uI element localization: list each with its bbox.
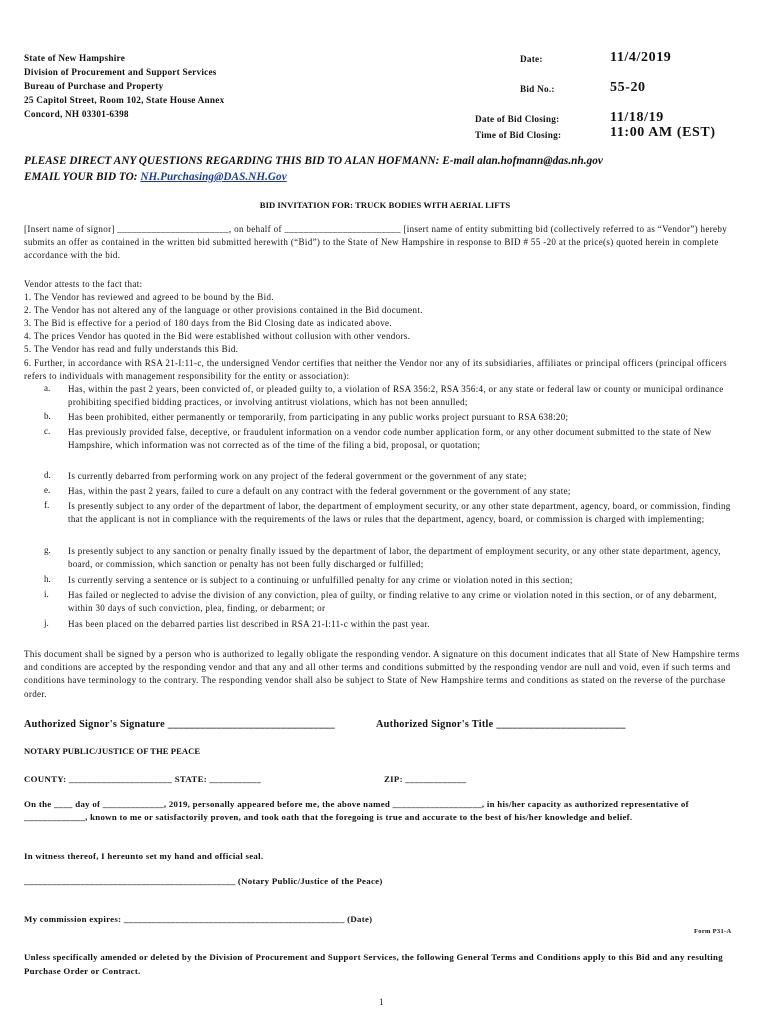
form-number: Form P31-A [694, 928, 732, 935]
list-item-text: Is presently subject to any order of the department of labor, the department of employment security, or any other state department, agency, board, or commission, finding that the applicant is not in compliance with the requirements of the laws or rules that the department, agency, board, or commission is charged with implementing; [68, 501, 731, 525]
questions-contact-line: PLEASE DIRECT ANY QUESTIONS REGARDING THIS BID TO ALAN HOFMANN: E-mail alan.hofmann@das.nh.gov [24, 155, 603, 167]
signing-paragraph: This document shall be signed by a person who is authorized to legally obligate the responding vendor. A signature on this document indicates that all State of New Hampshire terms and conditions are accepted by the responding vendor and that any and all other terms and conditions submitted by the responding vendor are null and void, even if such terms and conditions have terminology to the contrary. The responding vendor shall also be subject to State of New Hampshire terms and conditions as stated on the reverse of the purchase order. [24, 649, 740, 699]
list-item-letter: f. [44, 500, 50, 510]
attest-item: 2. The Vendor has not altered any of the language or other provisions contained in the Bid document. [24, 305, 423, 315]
list-item-text: Has been prohibited, either permanently or temporarily, from participating in any public works project pursuant to RSA 638:20; [68, 412, 569, 422]
county-state-field[interactable]: COUNTY: ______________________ STATE: ___________ [24, 774, 262, 784]
witness-statement: In witness thereof, I hereunto set my hand and official seal. [24, 851, 264, 861]
date-label: Date: [520, 54, 543, 64]
zip-field[interactable]: ZIP: _____________ [384, 774, 467, 784]
notary-statement: On the ____ day of _____________, 2019, personally appeared before me, the above named ___________________, in his/her capacity as authorized representative of _____________, known to me or satisfactorily proven, and took oath that the foregoing is true and accurate to the best of his/her knowledge and belief. [24, 799, 689, 822]
list-item-text: Has previously provided false, deceptive, or fraudulent information on a vendor code number application form, or any other document submitted to the state of New Hampshire, which information was not corrected as of the time of the filing a bid, proposal, or quotation; [68, 427, 712, 451]
attest-item-6: 6. Further, in accordance with RSA 21-I:11-c, the undersigned Vendor certifies that neither the Vendor nor any of its subsidiaries, affiliates or principal officers (principal officers refers to individuals with management responsibility for the entity or association): [24, 358, 727, 382]
closing-date-label: Date of Bid Closing: [475, 114, 560, 124]
signor-title-field[interactable]: Authorized Signor's Title ________________________ [376, 719, 626, 730]
closing-time-value: 11:00 AM (EST) [610, 125, 716, 140]
agency-line: 25 Capitol Street, Room 102, State House Annex [24, 95, 225, 105]
list-item-text: Has, within the past 2 years, failed to cure a default on any contract with the federal government or the government of any state; [68, 486, 571, 496]
list-item-text: Has failed or neglected to advise the division of any conviction, plea of guilty, or finding relative to any crime or violation noted in this section, or of any debarment, within 30 days of such conviction, plea, finding, or debarment; or [68, 590, 717, 614]
agency-line: State of New Hampshire [24, 53, 126, 63]
list-item-letter: a. [44, 383, 51, 393]
attest-item: 1. The Vendor has reviewed and agreed to be bound by the Bid. [24, 292, 274, 302]
list-item-letter: b. [44, 411, 51, 421]
notary-signature-field[interactable]: _____________________________________________ (Notary Public/Justice of the Peace) [24, 876, 383, 886]
commission-expires-field[interactable]: My commission expires: _______________________________________________ (Date) [24, 914, 373, 924]
email-bid-line [24, 171, 287, 183]
attests-heading: Vendor attests to the fact that: [24, 279, 143, 289]
bid-title: BID INVITATION FOR: TRUCK BODIES WITH AERIAL LIFTS [259, 200, 511, 210]
general-terms-note: Unless specifically amended or deleted by the Division of Procurement and Support Services, the following General Terms and Conditions apply to this Bid and any resulting Purchase Order or Contract. [24, 952, 723, 976]
notary-heading: NOTARY PUBLIC/JUSTICE OF THE PEACE [24, 746, 201, 756]
attest-item: 3. The Bid is effective for a period of 180 days from the Bid Closing date as indicated above. [24, 318, 392, 328]
list-item-text: Has, within the past 2 years, been convicted of, or pleaded guilty to, a violation of RSA 356:2, RSA 356:4, or any state or federal law or county or municipal ordinance prohibiting specified bidding practices, or involving antitrust violations, which has not been annulled; [68, 384, 724, 408]
agency-line: Concord, NH 03301-6398 [24, 109, 129, 119]
agency-line: Division of Procurement and Support Services [24, 67, 217, 77]
bid-no-value: 55-20 [610, 80, 646, 95]
list-item-letter: i. [44, 589, 49, 599]
date-value: 11/4/2019 [610, 50, 672, 65]
page-number: 1 [379, 997, 384, 1007]
list-item-letter: j. [44, 618, 49, 628]
attest-item: 4. The prices Vendor has quoted in the Bid were established without collusion with other vendors. [24, 331, 411, 341]
list-item-letter: h. [44, 574, 51, 584]
agency-line: Bureau of Purchase and Property [24, 81, 164, 91]
signor-signature-field[interactable]: Authorized Signor's Signature _______________________________ [24, 719, 336, 730]
list-item-letter: e. [44, 485, 51, 495]
list-item-text: Is presently subject to any sanction or penalty finally issued by the department of labor, the department of employment security, or any other state department, agency, board, or commission, which sanction or penalty has not been fully discharged or fulfilled; [68, 546, 721, 570]
list-item-letter: c. [44, 426, 51, 436]
closing-time-label: Time of Bid Closing: [475, 130, 562, 140]
email-bid-link[interactable]: NH.Purchasing@DAS.NH.Gov [140, 171, 287, 183]
closing-date-value: 11/18/19 [610, 110, 664, 125]
attest-item: 5. The Vendor has read and fully understands this Bid. [24, 344, 239, 354]
list-item-letter: g. [44, 545, 51, 555]
bid-no-label: Bid No.: [520, 84, 555, 94]
list-item-text: Has been placed on the debarred parties list described in RSA 21-I:11-c within the past year. [68, 619, 430, 629]
intro-paragraph: [Insert name of signor] _______________________, on behalf of ________________________ [insert name of entity submitting bid (collectively referred to as “Vendor”) hereby submits an offer as contained in the written bid submitted herewith (“Bid”) to the State of New Hampshire in response to BID # 55 -20 at the price(s) quoted herein in complete accordance with the bid. [24, 224, 728, 261]
email-bid-prefix: EMAIL YOUR BID TO: [24, 171, 141, 183]
list-item-letter: d. [44, 470, 51, 480]
list-item-text: Is currently serving a sentence or is subject to a continuing or unfulfilled penalty for any crime or violation noted in this section; [68, 575, 573, 585]
list-item-text: Is currently debarred from performing work on any project of the federal government or the government of any state; [68, 471, 527, 481]
agency-address [24, 51, 224, 121]
